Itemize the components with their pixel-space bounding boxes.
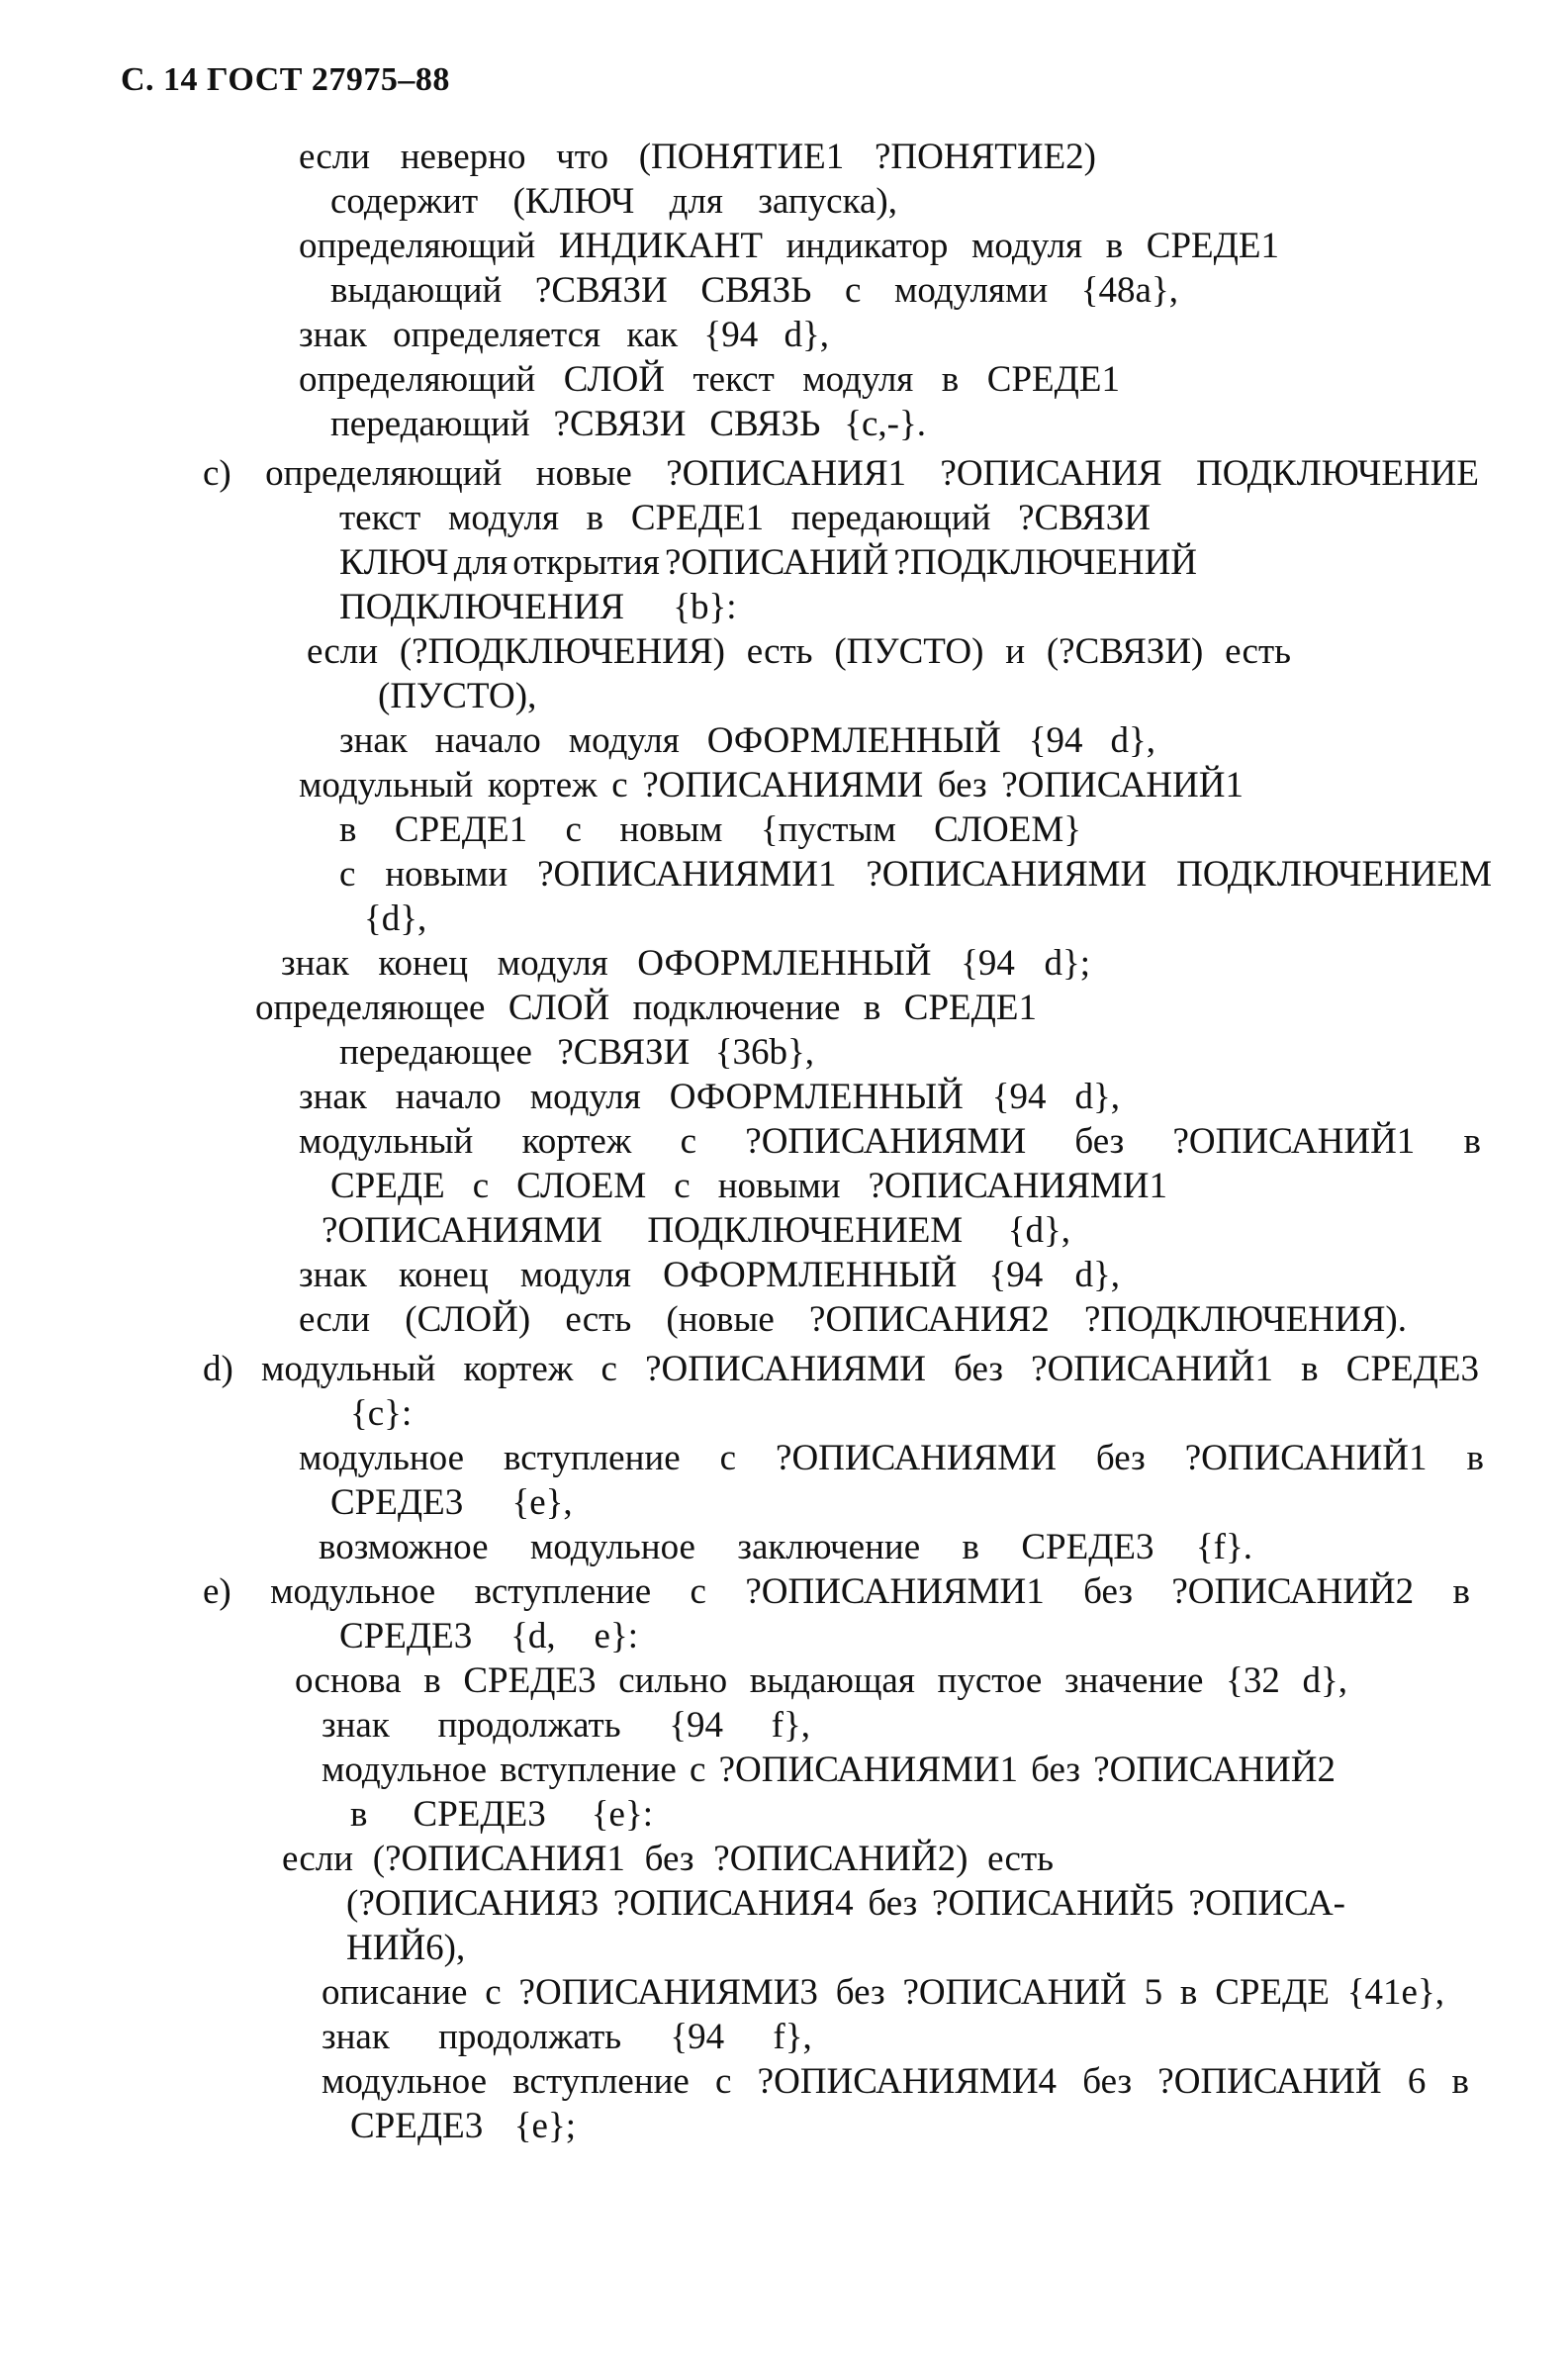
text-line: передающее ?СВЯЗИ {36b}, [339,1032,814,1073]
text-line: е) модульное вступление с ?ОПИСАНИЯМИ1 без ?ОПИСАНИЙ2 в [203,1571,1470,1612]
text-line: НИЙ6), [346,1928,466,1968]
text-line: (ПУСТО), [378,676,537,716]
page-header: С. 14 ГОСТ 27975–88 [121,61,450,98]
text-line: {с}: [350,1393,413,1434]
text-line: если (?ПОДКЛЮЧЕНИЯ) есть (ПУСТО) и (?СВЯЗИ) есть [307,631,1291,672]
text-line: d) модульный кортеж с ?ОПИСАНИЯМИ без ?ОПИСАНИЙ1 в СРЕДЕ3 [203,1349,1479,1389]
text-line: определяющий СЛОЙ текст модуля в СРЕДЕ1 [299,359,1120,400]
text-line: модульное вступление с ?ОПИСАНИЯМИ1 без ?ОПИСАНИЙ2 [322,1750,1336,1790]
text-line: выдающий ?СВЯЗИ СВЯЗЬ с модулями {48а}, [330,270,1178,311]
text-line: ?ОПИСАНИЯМИ ПОДКЛЮЧЕНИЕМ {d}, [322,1210,1070,1251]
text-line: если (?ОПИСАНИЯ1 без ?ОПИСАНИЙ2) есть [282,1839,1054,1879]
text-line: знак начало модуля ОФОРМЛЕННЫЙ {94 d}, [299,1077,1120,1117]
text-line: знак конец модуля ОФОРМЛЕННЫЙ {94 d}; [281,943,1090,984]
text-line: модульный кортеж с ?ОПИСАНИЯМИ без ?ОПИСАНИЙ1 в [299,1121,1482,1162]
text-line: знак продолжать {94 f}, [322,2017,812,2057]
text-line: (?ОПИСАНИЯ3 ?ОПИСАНИЯ4 без ?ОПИСАНИЙ5 ?ОПИСА- [346,1883,1345,1924]
text-line: основа в СРЕДЕ3 сильно выдающая пустое значение {32 d}, [295,1660,1347,1701]
text-line: СРЕДЕ3 {е}, [330,1482,573,1523]
text-line: знак начало модуля ОФОРМЛЕННЫЙ {94 d}, [339,720,1155,761]
text-line: знак конец модуля ОФОРМЛЕННЫЙ {94 d}, [299,1255,1120,1295]
text-line: если неверно что (ПОНЯТИЕ1 ?ПОНЯТИЕ2) [299,137,1096,177]
text-line: знак определяется как {94 d}, [299,315,829,355]
text-line: {d}, [364,899,427,939]
text-line: описание с ?ОПИСАНИЯМИ3 без ?ОПИСАНИЙ 5 в СРЕДЕ {41е}, [322,1972,1444,2013]
text-line: определяющее СЛОЙ подключение в СРЕДЕ1 [255,988,1037,1028]
text-line: модульное вступление с ?ОПИСАНИЯМИ без ?ОПИСАНИЙ1 в [299,1438,1484,1478]
text-line: если (СЛОЙ) есть (новые ?ОПИСАНИЯ2 ?ПОДКЛЮЧЕНИЯ). [299,1299,1407,1340]
text-line: СРЕДЕ с СЛОЕМ с новыми ?ОПИСАНИЯМИ1 [330,1166,1167,1206]
text-line: текст модуля в СРЕДЕ1 передающий ?СВЯЗИ [339,498,1151,538]
text-line: с) определяющий новые ?ОПИСАНИЯ1 ?ОПИСАНИЯ ПОДКЛЮЧЕНИЕ [203,453,1479,494]
text-line: определяющий ИНДИКАНТ индикатор модуля в СРЕДЕ1 [299,226,1279,266]
text-line: СРЕДЕ3 {d, е}: [339,1616,638,1656]
text-line: знак продолжать {94 f}, [322,1705,810,1746]
text-line: КЛЮЧ для открытия ?ОПИСАНИЙ ?ПОДКЛЮЧЕНИЙ [339,542,1198,583]
text-line: возможное модульное заключение в СРЕДЕ3 {f}. [319,1527,1252,1567]
text-line: в СРЕДЕ1 с новым {пустым СЛОЕМ} [339,809,1081,850]
text-line: модульный кортеж с ?ОПИСАНИЯМИ без ?ОПИСАНИЙ1 [299,765,1244,805]
text-line: СРЕДЕ3 {е}; [350,2106,576,2146]
text-line: содержит (КЛЮЧ для запуска), [330,181,897,222]
text-line: в СРЕДЕ3 {е}: [350,1794,653,1835]
text-line: ПОДКЛЮЧЕНИЯ {b}: [339,587,737,627]
text-line: передающий ?СВЯЗИ СВЯЗЬ {с,-}. [330,404,926,444]
text-line: модульное вступление с ?ОПИСАНИЯМИ4 без ?ОПИСАНИЙ 6 в [322,2061,1469,2102]
text-line: с новыми ?ОПИСАНИЯМИ1 ?ОПИСАНИЯМИ ПОДКЛЮЧЕНИЕМ [339,854,1492,895]
